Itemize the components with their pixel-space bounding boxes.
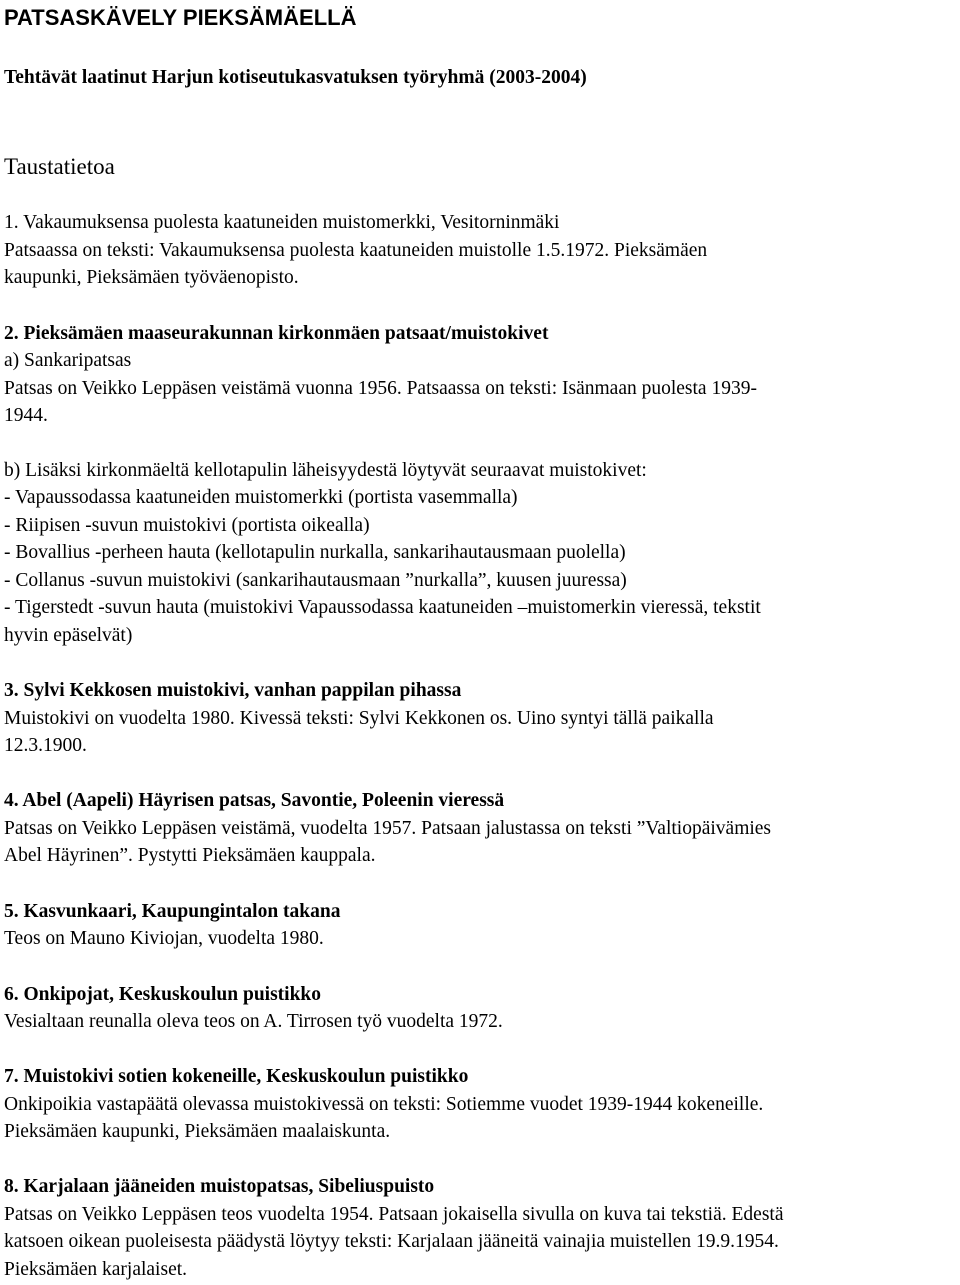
item8-body-line: Patsas on Veikko Leppäsen teos vuodelta 1954. Patsaan jokaisella sivulla on kuva tai tekstiä. Edestä — [4, 1204, 784, 1225]
section-heading: Taustatietoa — [4, 154, 115, 179]
item5-body-line: Teos on Mauno Kiviojan, vuodelta 1980. — [4, 928, 324, 949]
document-title: PATSASKÄVELY PIEKSÄMÄELLÄ — [4, 5, 357, 30]
item2-list-item: - Vapaussodassa kaatuneiden muistomerkki (portista vasemmalla) — [4, 487, 518, 508]
item4-body-line: Patsas on Veikko Leppäsen veistämä, vuodelta 1957. Patsaan jalustassa on teksti ”Valtiopäivämies — [4, 818, 772, 839]
item2-list-item: - Tigerstedt -suvun hauta (muistokivi Vapaussodassa kaatuneiden –muistomerkin vieressä, tekstit — [4, 597, 761, 618]
item2-sub-a-label: a) Sankaripatsas — [4, 350, 132, 371]
item2-list-item: hyvin epäselvät) — [4, 625, 133, 646]
item2-list-item: - Bovallius -perheen hauta (kellotapulin nurkalla, sankarihautausmaan puolella) — [4, 542, 626, 563]
item4-body-line: Abel Häyrinen”. Pystytti Pieksämäen kauppala. — [4, 845, 376, 866]
item8-body-line: Pieksämäen karjalaiset. — [4, 1259, 188, 1280]
item7-heading: 7. Muistokivi sotien kokeneille, Keskuskoulun puistikko — [4, 1066, 469, 1087]
item1-heading: 1. Vakaumuksensa puolesta kaatuneiden muistomerkki, Vesitorninmäki — [4, 212, 560, 233]
item4-heading: 4. Abel (Aapeli) Häyrisen patsas, Savontie, Poleenin vieressä — [4, 790, 505, 811]
item2-heading: 2. Pieksämäen maaseurakunnan kirkonmäen patsaat/muistokivet — [4, 323, 549, 344]
item3-heading: 3. Sylvi Kekkosen muistokivi, vanhan pappilan pihassa — [4, 680, 462, 701]
item7-body-line: Onkipoikia vastapäätä olevassa muistokivessä on teksti: Sotiemme vuodet 1939-1944 kokeneille. — [4, 1094, 764, 1115]
item2-list-item: - Collanus -suvun muistokivi (sankarihautausmaan ”nurkalla”, kuusen juuressa) — [4, 570, 627, 591]
item5-heading: 5. Kasvunkaari, Kaupungintalon takana — [4, 901, 341, 922]
item2-sub-a-body-line: Patsas on Veikko Leppäsen veistämä vuonna 1956. Patsaassa on teksti: Isänmaan puolesta 1939- — [4, 378, 757, 399]
item2-sub-b-intro: b) Lisäksi kirkonmäeltä kellotapulin läheisyydestä löytyvät seuraavat muistokivet: — [4, 460, 647, 481]
item1-body-line: Patsaassa on teksti: Vakaumuksensa puolesta kaatuneiden muistolle 1.5.1972. Pieksämäen — [4, 240, 708, 261]
item2-sub-a-body-line: 1944. — [4, 405, 48, 426]
item3-body-line: 12.3.1900. — [4, 735, 87, 756]
item7-body-line: Pieksämäen kaupunki, Pieksämäen maalaiskunta. — [4, 1121, 391, 1142]
item8-body-line: katsoen oikean puoleisesta päädystä löytyy teksti: Karjalaan jääneitä vainajia muistellen 19.9.1954. — [4, 1231, 779, 1252]
item6-heading: 6. Onkipojat, Keskuskoulun puistikko — [4, 984, 322, 1005]
item8-heading: 8. Karjalaan jääneiden muistopatsas, Sibeliuspuisto — [4, 1176, 435, 1197]
item1-body-line: kaupunki, Pieksämäen työväenopisto. — [4, 267, 299, 288]
item2-list-item: - Riipisen -suvun muistokivi (portista oikealla) — [4, 515, 370, 536]
item6-body-line: Vesialtaan reunalla oleva teos on A. Tirrosen työ vuodelta 1972. — [4, 1011, 503, 1032]
document-authors: Tehtävät laatinut Harjun kotiseutukasvatuksen työryhmä (2003-2004) — [4, 67, 587, 88]
item3-body-line: Muistokivi on vuodelta 1980. Kivessä teksti: Sylvi Kekkonen os. Uino syntyi tällä paikalla — [4, 708, 714, 729]
